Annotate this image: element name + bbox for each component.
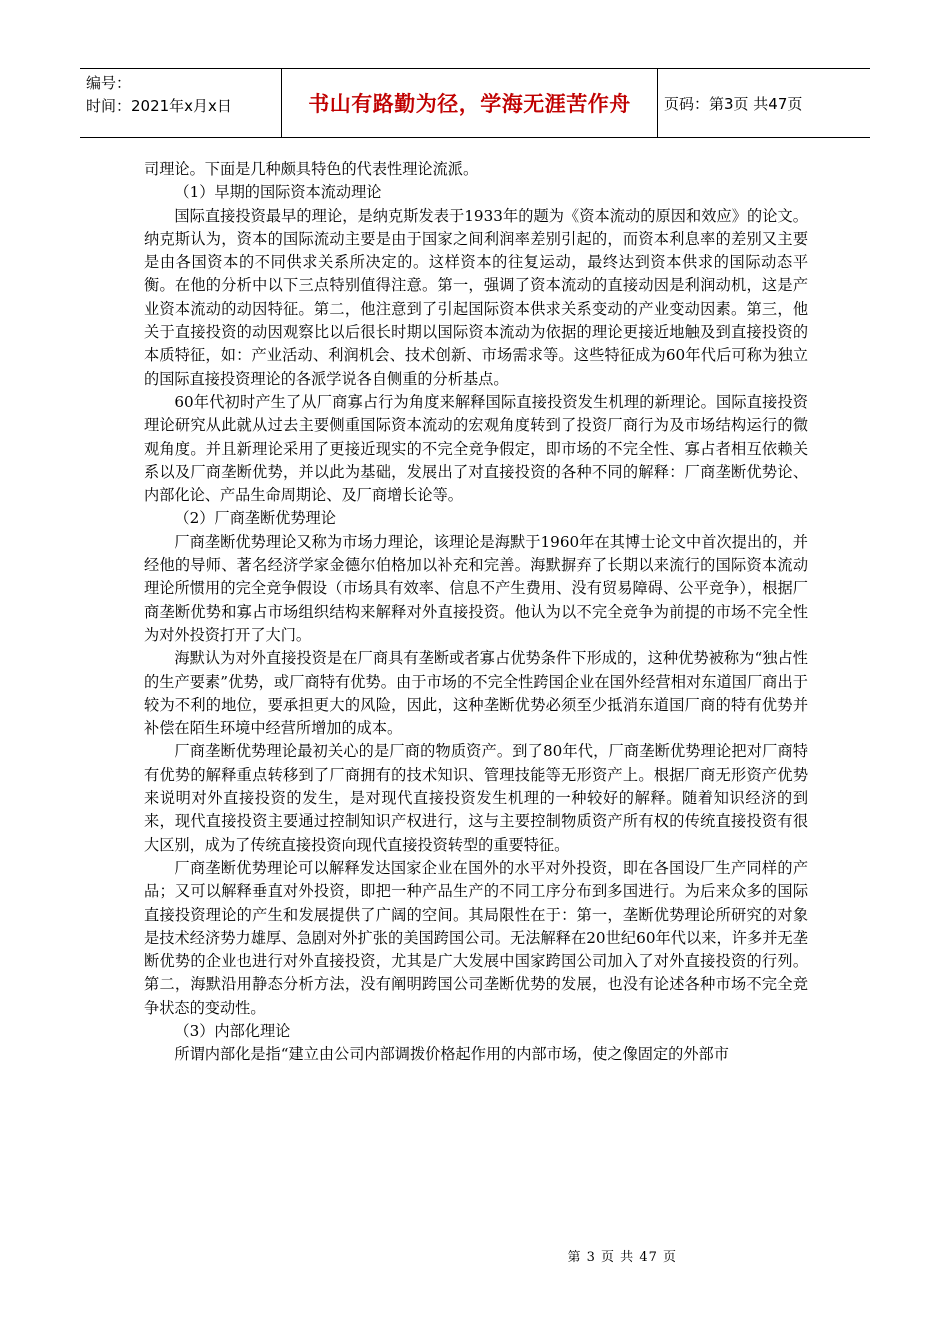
paragraph: 国际直接投资最早的理论，是纳克斯发表于1933年的题为《资本流动的原因和效应》的论文。纳克斯认为，资本的国际流动主要是由于国家之间利润率差别引起的，而资本利息率的差别又主要是由各国资本的不同供求关系所决定的。这样资本的往复运动，最终达到资本供求的国际动态平衡。在他的分析中以下三点特别值得注意。第一，强调了资本流动的直接动因是利润动机，这是产业资本流动的动因特征。第二，他注意到了引起国际资本供求关系变动的产业变动因素。第三，他关于直接投资的动因观察比以后很长时期以国际资本流动为依据的理论更接近地触及到直接投资的本质特征，如：产业活动、利润机会、技术创新、市场需求等。这些特征成为60年代后可称为独立的国际直接投资理论的各派学说各自侧重的分析基点。 (144, 206, 808, 388)
paragraph: 所谓内部化是指“建立由公司内部调拨价格起作用的内部市场，使之像固定的外部市 (174, 1045, 729, 1064)
section-heading: （2）厂商垄断优势理论 (174, 509, 336, 528)
header-page-info: 页码：第3页 共47页 (664, 94, 803, 113)
document-number-label: 编号： (86, 74, 132, 92)
paragraph: 司理论。下面是几种颇具特色的代表性理论流派。 (144, 160, 479, 178)
header-motto: 书山有路勤为径，学海无涯苦作舟 (282, 69, 658, 137)
paragraph: 60年代初时产生了从厂商寡占行为角度来解释国际直接投资发生机理的新理论。国际直接投资理论研究从此就从过去主要侧重国际资本流动的宏观角度转到了投资厂商行为及市场结构运行的微观角度。并且新理论采用了更接近现实的不完全竞争假定，即市场的不完全性、寡占者相互依赖关系以及厂商垄断优势，并以此为基础，发展出了对直接投资的各种不同的解释：厂商垄断优势论、内部化论、产品生命周期论、及厂商增长论等。 (144, 392, 808, 505)
footer-page-number: 第 3 页 共 47 页 (567, 1250, 677, 1265)
document-body (144, 158, 808, 1067)
paragraph: 厂商垄断优势理论最初关心的是厂商的物质资产。到了80年代，厂商垄断优势理论把对厂商特有优势的解释重点转移到了厂商拥有的技术知识、管理技能等无形资产上。根据厂商无形资产优势来说明对外直接投资的发生，是对现代直接投资发生机理的一种较好的解释。随着知识经济的到来，现代直接投资主要通过控制知识产权进行，这与主要控制物质资产所有权的传统直接投资有很大区别，成为了传统直接投资向现代直接投资转型的重要特征。 (144, 742, 808, 854)
paragraph: 海默认为对外直接投资是在厂商具有垄断或者寡占优势条件下形成的，这种优势被称为“独占性的生产要素”优势，或厂商特有优势。由于市场的不完全性跨国企业在国外经营相对东道国厂商出于较为不利的地位，要承担更大的风险，因此，这种垄断优势必须至少抵消东道国厂商的特有优势并补偿在陌生环境中经营所增加的成本。 (144, 649, 808, 738)
paragraph: 厂商垄断优势理论可以解释发达国家企业在国外的水平对外投资，即在各国设厂生产同样的产品；又可以解释垂直对外投资，即把一种产品生产的不同工序分布到多国进行。为后来众多的国际直接投资理论的产生和发展提供了广阔的空间。其局限性在于：第一，垄断优势理论所研究的对象是技术经济势力雄厚、急剧对外扩张的美国跨国公司。无法解释在20世纪60年代以来，许多并无垄断优势的企业也进行对外直接投资，尤其是广大发展中国家跨国公司加入了对外直接投资的行列。第二，海默沿用静态分析方法，没有阐明跨国公司垄断优势的发展，也没有论述各种市场不完全竞争状态的变动性。 (144, 858, 808, 1017)
page-header (80, 68, 870, 138)
section-heading: （1）早期的国际资本流动理论 (174, 183, 382, 202)
section-heading: （3）内部化理论 (174, 1021, 291, 1040)
page-footer (0, 1246, 950, 1265)
document-time-label: 时间：2021年x月x日 (86, 97, 232, 115)
header-meta (80, 69, 282, 137)
paragraph: 厂商垄断优势理论又称为市场力理论，该理论是海默于1960年在其博士论文中首次提出的，并经他的导师、著名经济学家金德尔伯格加以补充和完善。海默摒弃了长期以来流行的国际资本流动理论所惯用的完全竞争假设（市场具有效率、信息不产生费用、没有贸易障碍、公平竞争），根据厂商垄断优势和寡占市场组织结构来解释对外直接投资。他认为以不完全竞争为前提的市场不完全性为对外投资打开了大门。 (144, 532, 808, 644)
